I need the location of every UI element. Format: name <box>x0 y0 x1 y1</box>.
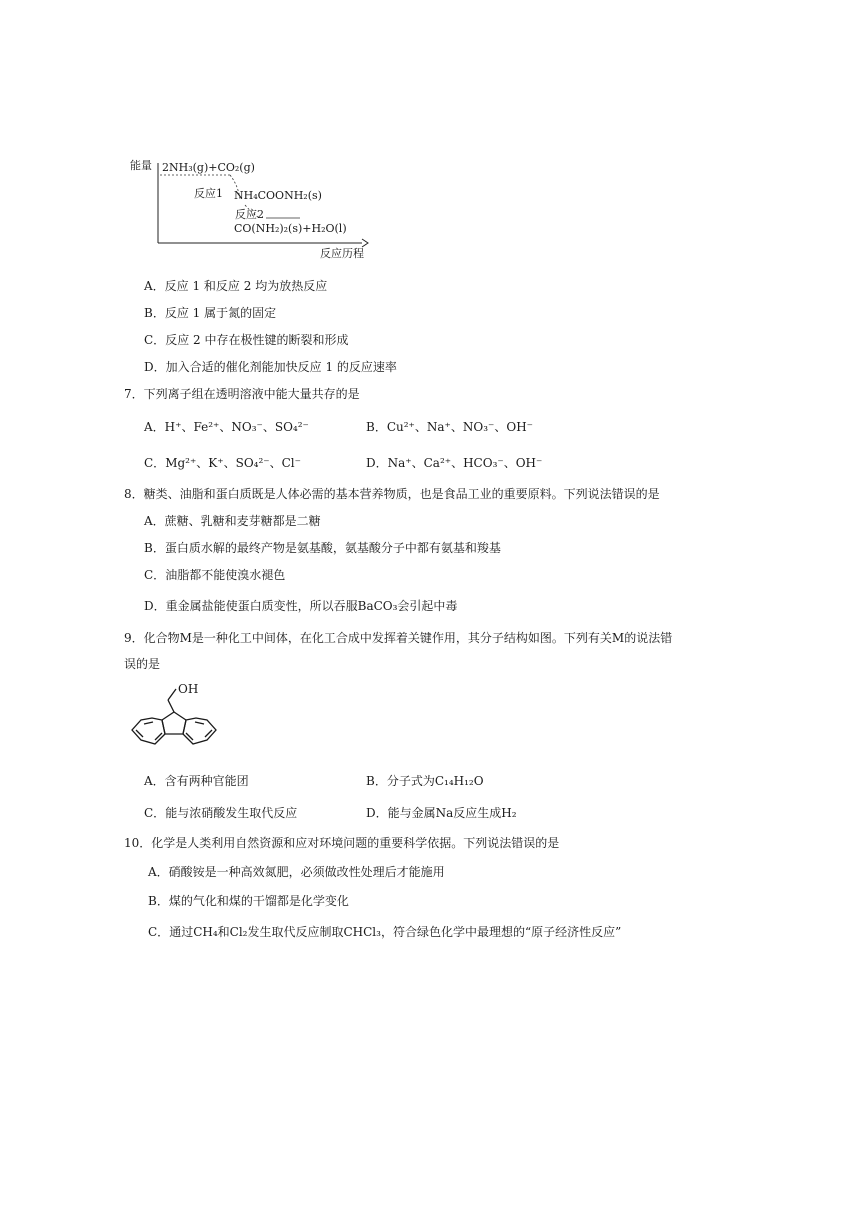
option-label: A． <box>148 865 169 879</box>
energy-diagram <box>130 155 370 265</box>
option-text: 反应 1 和反应 2 均为放热反应 <box>164 279 328 293</box>
option-label: C． <box>144 333 166 347</box>
option-text: 分子式为C₁₄H₁₂O <box>386 774 484 788</box>
q8-option-d <box>144 598 457 614</box>
option-text: H⁺、Fe²⁺、NO₃⁻、SO₄²⁻ <box>164 420 309 434</box>
q8-option-a <box>144 513 321 529</box>
option-text: 反应 1 属于氮的固定 <box>164 306 277 320</box>
option-label: C． <box>144 568 166 582</box>
option-text: 硝酸铵是一种高效氮肥，必须做改性处理后才能施用 <box>168 865 445 879</box>
q9-option-d <box>366 805 517 821</box>
q9-stem-line1: 9．化合物M是一种化工中间体，在化工合成中发挥着关键作用，其分子结构如图。下列有关M的说法错 <box>124 631 673 645</box>
option-text: 通过CH₄和Cl₂发生取代反应制取CHCl₃，符合绿色化学中最理想的“原子经济性反应” <box>169 925 622 939</box>
q10-option-b <box>148 893 349 909</box>
reaction2-label: 反应2 <box>235 208 264 221</box>
option-text: 反应 2 中存在极性键的断裂和形成 <box>165 333 349 347</box>
option-text: 煤的气化和煤的干馏都是化学变化 <box>168 894 349 908</box>
q6-option-a <box>144 278 327 294</box>
products-label: CO(NH₂)₂(s)+H₂O(l) <box>234 222 347 235</box>
option-label: D． <box>366 456 388 470</box>
q6-option-c <box>144 332 348 348</box>
q8-stem: 8．糖类、油脂和蛋白质既是人体必需的基本营养物质，也是食品工业的重要原料。下列说法错误的是 <box>124 487 660 501</box>
option-text: 含有两种官能团 <box>164 774 249 788</box>
q9-option-b <box>366 773 484 789</box>
option-label: C． <box>148 925 170 939</box>
option-text: Na⁺、Ca²⁺、HCO₃⁻、OH⁻ <box>387 456 543 470</box>
q10-option-c <box>148 924 621 940</box>
option-text: 加入合适的催化剂能加快反应 1 的反应速率 <box>165 360 397 374</box>
q9-stem-line2: 误的是 <box>124 657 161 671</box>
molecule-structure <box>124 680 224 760</box>
option-label: A． <box>144 420 165 434</box>
reactants-label: 2NH₃(g)+CO₂(g) <box>162 161 255 174</box>
option-label: B． <box>148 894 169 908</box>
option-label: B． <box>366 774 387 788</box>
y-axis-label: 能量 <box>130 159 152 172</box>
option-label: B． <box>144 541 165 555</box>
option-text: Mg²⁺、K⁺、SO₄²⁻、Cl⁻ <box>165 456 301 470</box>
q8-option-c <box>144 567 285 583</box>
option-text: 能与浓硝酸发生取代反应 <box>165 806 298 820</box>
q9-option-c <box>144 805 297 821</box>
q6-option-b <box>144 305 276 321</box>
q10-stem: 10．化学是人类利用自然资源和应对环境问题的重要科学依据。下列说法错误的是 <box>124 836 560 850</box>
q9-option-a <box>144 773 249 789</box>
option-label: A． <box>144 279 165 293</box>
q6-option-d <box>144 359 397 375</box>
hydroxyl-label: OH <box>178 682 199 696</box>
option-text: 油脂都不能使溴水褪色 <box>165 568 286 582</box>
reaction1-label: 反应1 <box>194 187 223 200</box>
option-text: 蛋白质水解的最终产物是氨基酸，氨基酸分子中都有氨基和羧基 <box>164 541 501 555</box>
q7-option-a <box>144 419 309 435</box>
option-text: Cu²⁺、Na⁺、NO₃⁻、OH⁻ <box>386 420 533 434</box>
option-label: C． <box>144 456 166 470</box>
option-label: A． <box>144 774 165 788</box>
option-text: 能与金属Na反应生成H₂ <box>387 806 517 820</box>
option-label: A． <box>144 514 165 528</box>
option-label: D． <box>366 806 388 820</box>
q7-stem: 7．下列离子组在透明溶液中能大量共存的是 <box>124 387 360 401</box>
q7-option-b <box>366 419 533 435</box>
x-axis-label: 反应历程 <box>320 247 364 260</box>
option-label: B． <box>144 306 165 320</box>
q7-option-c <box>144 455 301 471</box>
option-text: 重金属盐能使蛋白质变性，所以吞服BaCO₃会引起中毒 <box>165 599 458 613</box>
option-label: D． <box>144 599 166 613</box>
option-label: B． <box>366 420 387 434</box>
option-label: C． <box>144 806 166 820</box>
fluorenemethanol-structure <box>124 680 224 760</box>
q10-option-a <box>148 864 445 880</box>
option-label: D． <box>144 360 166 374</box>
q8-option-b <box>144 540 501 556</box>
q7-option-d <box>366 455 542 471</box>
intermediate-label: NH₄COONH₂(s) <box>234 189 322 202</box>
option-text: 蔗糖、乳糖和麦芽糖都是二糖 <box>164 514 321 528</box>
